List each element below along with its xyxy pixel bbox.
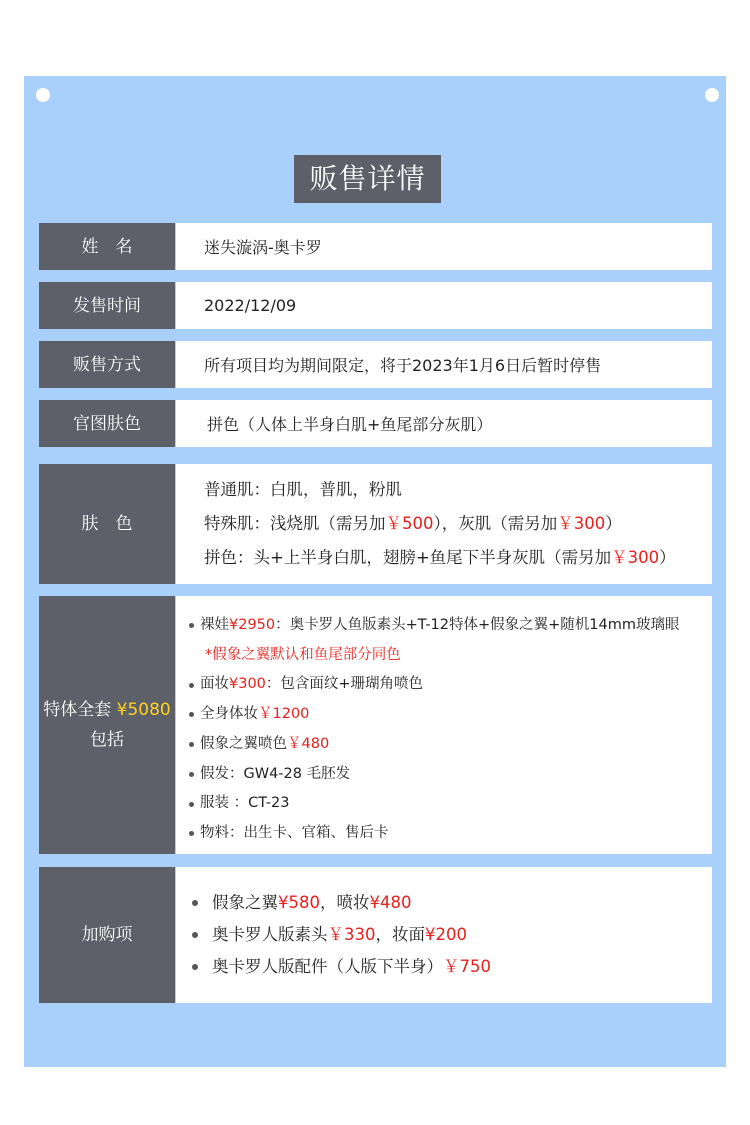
item-text: 物料：出生卡、官箱、售后卡 xyxy=(200,824,389,841)
bullet-icon xyxy=(192,900,198,906)
list-item xyxy=(192,919,467,951)
bullet-icon xyxy=(192,932,198,938)
label-fullset xyxy=(39,596,175,854)
skin-special-text: ），灰肌（需另加 xyxy=(433,514,558,533)
row-name xyxy=(39,223,712,270)
label-fullset-line2: 包括 xyxy=(90,730,124,750)
price: ￥330 xyxy=(327,925,376,944)
skin-mixed xyxy=(204,541,676,575)
list-item xyxy=(189,819,389,849)
price: ¥2950 xyxy=(229,617,276,633)
fullset-list xyxy=(176,596,712,854)
fullset-price: ¥5080 xyxy=(116,700,171,720)
row-skin-color xyxy=(39,464,712,584)
bullet-icon xyxy=(192,964,198,970)
bullet-icon xyxy=(189,831,194,836)
skin-special xyxy=(204,507,622,541)
bullet-icon xyxy=(189,772,194,777)
item-text: 面妆 xyxy=(200,676,229,693)
skin-color-list xyxy=(176,464,712,584)
skin-mixed-text: 拼色：头+上半身白肌，翅膀+鱼尾下半身灰肌（需另加 xyxy=(204,548,612,567)
item-text: 假发：GW4-28 毛胚发 xyxy=(200,765,351,782)
price: ￥480 xyxy=(287,735,330,752)
list-item xyxy=(189,611,680,641)
price: ￥750 xyxy=(443,957,491,976)
label-official-skin: 官图肤色 xyxy=(39,400,175,447)
value-official-skin: 拼色（人体上半身白肌+鱼尾部分灰肌） xyxy=(176,400,712,447)
skin-special-text: 特殊肌：浅烧肌（需另加 xyxy=(204,514,386,533)
item-text: 奥卡罗人版素头 xyxy=(212,925,328,944)
skin-normal: 普通肌：白肌，普肌，粉肌 xyxy=(204,480,402,499)
value-name: 迷失漩涡-奥卡罗 xyxy=(176,223,712,270)
label-sale-method: 贩售方式 xyxy=(39,341,175,388)
row-release-date xyxy=(39,282,712,329)
bullet-icon xyxy=(189,623,194,628)
list-item xyxy=(189,730,329,760)
row-addons xyxy=(39,867,712,1003)
label-addons: 加购项 xyxy=(39,867,175,1003)
item-text: 裸娃 xyxy=(200,617,229,633)
row-fullset xyxy=(39,596,712,854)
bullet-icon xyxy=(189,712,194,717)
list-item xyxy=(189,789,289,819)
corner-dot xyxy=(36,88,50,102)
item-text: ：奥卡罗人鱼版素头+T-12特体+假象之翼+随机14mm玻璃眼 xyxy=(275,617,680,633)
bullet-icon xyxy=(189,683,194,688)
skin-special-text: ） xyxy=(605,514,622,533)
label-fullset-line1 xyxy=(43,695,171,725)
label-skin-color: 肤 色 xyxy=(39,464,175,584)
value-sale-method: 所有项目均为期间限定，将于2023年1月6日后暂时停售 xyxy=(176,341,712,388)
price: ¥480 xyxy=(369,893,412,912)
label-name: 姓 名 xyxy=(39,223,175,270)
list-item xyxy=(189,760,350,790)
value-release-date: 2022/12/09 xyxy=(176,282,712,329)
corner-dot xyxy=(705,88,719,102)
row-official-skin xyxy=(39,400,712,447)
price: ¥580 xyxy=(278,893,320,912)
item-text: 假象之翼喷色 xyxy=(200,735,287,752)
row-sale-method xyxy=(39,341,712,388)
item-text: ：包含面纹+珊瑚角喷色 xyxy=(265,676,424,693)
price: ¥200 xyxy=(425,925,467,944)
skin-mixed-text: ） xyxy=(659,548,676,567)
price: ￥500 xyxy=(385,514,434,533)
item-text: ，妆面 xyxy=(375,925,425,944)
item-text: 假象之翼 xyxy=(212,893,278,912)
fullset-note: *假象之翼默认和鱼尾部分同色 xyxy=(205,646,401,663)
item-text: 奥卡罗人版配件（人版下半身） xyxy=(212,957,443,976)
price: ¥300 xyxy=(229,676,266,693)
bullet-icon xyxy=(189,742,194,747)
label-fullset-text: 特体全套 xyxy=(43,700,117,720)
item-text: ，喷妆 xyxy=(320,893,370,912)
list-item xyxy=(189,670,423,700)
list-item xyxy=(192,951,491,983)
price: ￥1200 xyxy=(258,706,310,723)
list-item xyxy=(189,700,309,730)
item-text: 服装 ：CT-23 xyxy=(200,795,290,812)
label-release-date: 发售时间 xyxy=(39,282,175,329)
bullet-icon xyxy=(189,802,194,807)
list-item xyxy=(192,887,412,919)
addons-list xyxy=(176,867,712,1003)
page-title: 贩售详情 xyxy=(294,155,441,203)
item-text: 全身体妆 xyxy=(200,706,258,723)
price: ￥300 xyxy=(611,548,660,567)
price: ￥300 xyxy=(557,514,606,533)
